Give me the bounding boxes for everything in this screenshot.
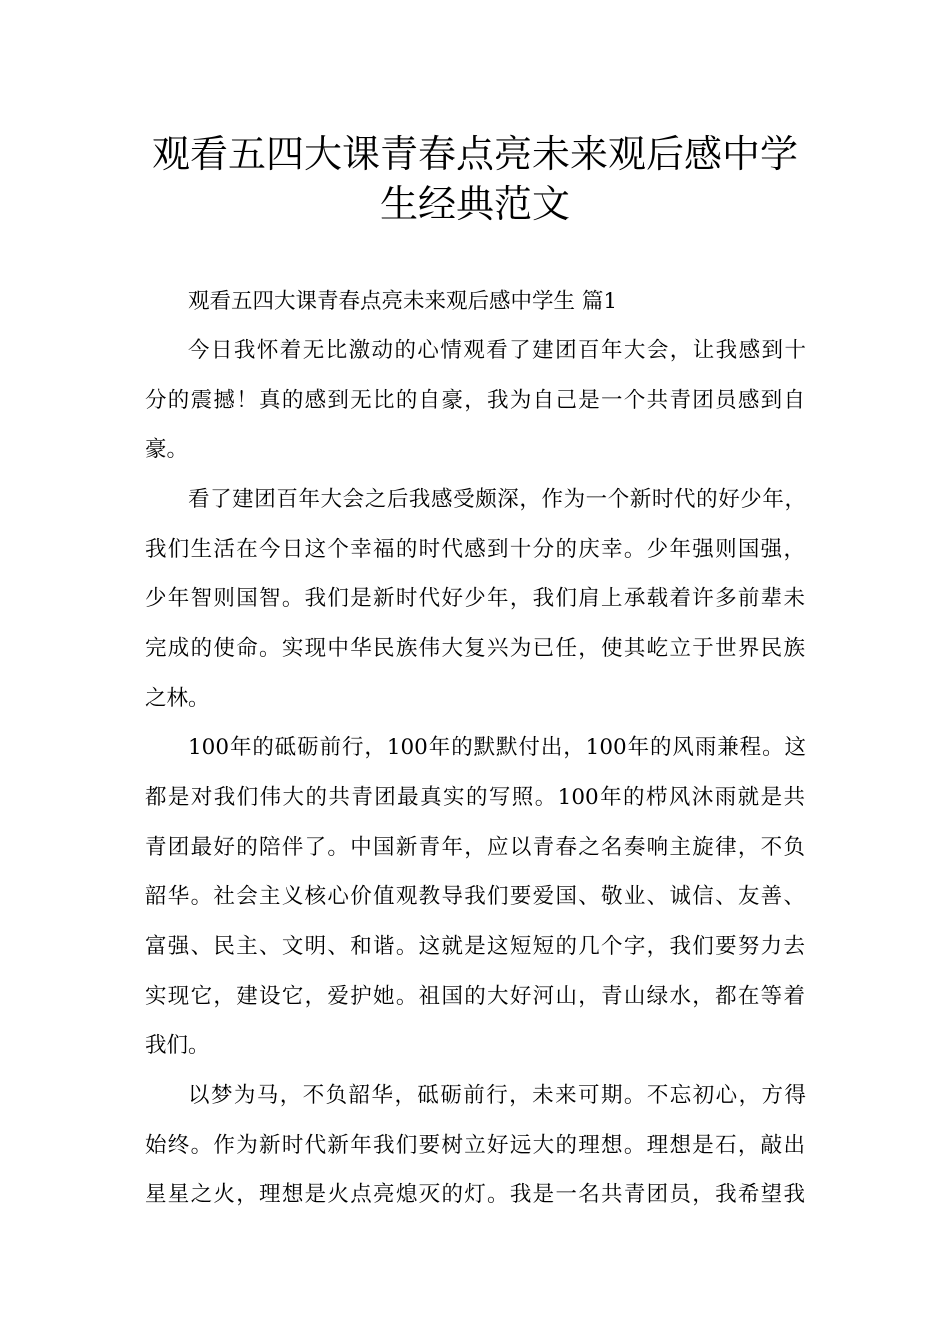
paragraph-3-line-5: 富强、民主、文明、和谐。这就是这短短的几个字，我们要努力去 (145, 934, 805, 959)
paragraph-2-line-5: 之林。 (145, 686, 210, 711)
paragraph-2-line-4: 完成的使命。实现中华民族伟大复兴为已任，使其屹立于世界民族 (145, 636, 805, 661)
paragraph-2-line-2: 我们生活在今日这个幸福的时代感到十分的庆幸。少年强则国强， (145, 537, 805, 562)
paragraph-4-line-3: 星星之火，理想是火点亮熄灭的灯。我是一名共青团员，我希望我 (145, 1182, 805, 1207)
paragraph-1-line-3: 豪。 (145, 437, 189, 462)
document-title-line-2: 生经典范文 (379, 182, 570, 226)
paragraph-3-line-4: 韶华。社会主义核心价值观教导我们要爱国、敬业、诚信、友善、 (145, 884, 805, 909)
paragraph-3-line-6: 实现它，建设它，爱护她。祖国的大好河山，青山绿水，都在等着 (145, 984, 805, 1009)
paragraph-3-line-7: 我们。 (145, 1033, 210, 1058)
paragraph-3-line-3: 青团最好的陪伴了。中国新青年，应以青春之名奏响主旋律，不负 (145, 835, 805, 860)
paragraph-3-line-1: 100年的砥砺前行，100年的默默付出，100年的风雨兼程。这 (188, 735, 806, 760)
paragraph-1-line-2: 分的震撼！真的感到无比的自豪，我为自己是一个共青团员感到自 (145, 388, 805, 413)
paragraph-3-line-2: 都是对我们伟大的共青团最真实的写照。100年的栉风沐雨就是共 (145, 785, 805, 810)
paragraph-2-line-1: 看了建团百年大会之后我感受颇深，作为一个新时代的好少年， (188, 487, 806, 512)
document-title-line-1: 观看五四大课青春点亮未来观后感中学 (151, 132, 798, 176)
paragraph-1-line-1: 今日我怀着无比激动的心情观看了建团百年大会，让我感到十 (188, 338, 806, 363)
section-heading: 观看五四大课青春点亮未来观后感中学生 篇1 (188, 289, 618, 314)
paragraph-4-line-2: 始终。作为新时代新年我们要树立好远大的理想。理想是石，敲出 (145, 1133, 805, 1158)
paragraph-4-line-1: 以梦为马，不负韶华，砥砺前行，未来可期。不忘初心，方得 (188, 1083, 806, 1108)
paragraph-2-line-3: 少年智则国智。我们是新时代好少年，我们肩上承载着许多前辈未 (145, 586, 805, 611)
